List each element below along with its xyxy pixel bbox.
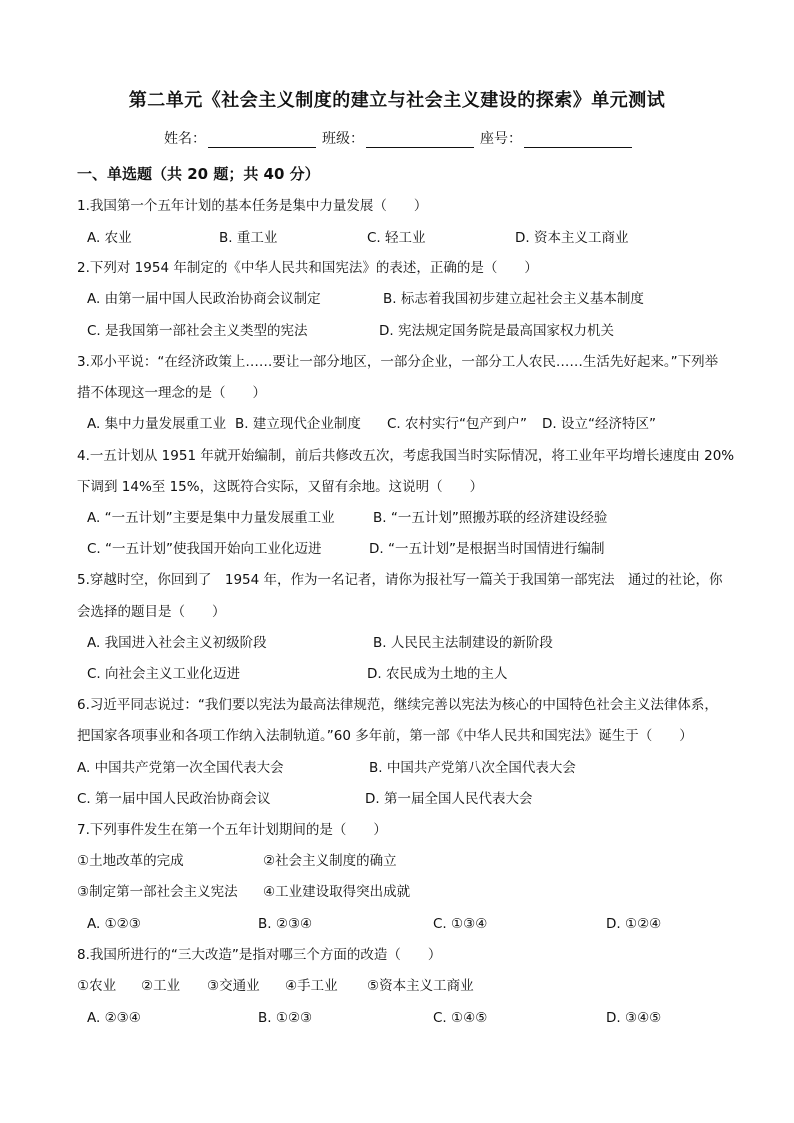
option-d[interactable]: D. 农民成为土地的主人 <box>367 666 508 682</box>
option-d[interactable]: D. 第一届全国人民代表大会 <box>365 791 533 807</box>
option-c[interactable]: C. ①③④ <box>433 916 488 932</box>
option-d[interactable]: D. 资本主义工商业 <box>515 230 629 246</box>
question-7-text: 7.下列事件发生在第一个五年计划期间的是（ ） <box>77 822 387 838</box>
option-a[interactable]: A. ①②③ <box>87 916 141 932</box>
list-item: ③制定第一部社会主义宪法 <box>77 884 238 900</box>
option-a[interactable]: A. 中国共产党第一次全国代表大会 <box>77 760 284 776</box>
option-c[interactable]: C. 第一届中国人民政治协商会议 <box>77 791 271 807</box>
list-item: ②工业 <box>141 978 181 994</box>
option-c[interactable]: C. “一五计划”使我国开始向工业化迈进 <box>87 541 322 557</box>
option-d[interactable]: D. 宪法规定国务院是最高国家权力机关 <box>379 323 614 339</box>
seat-label: 座号： <box>480 131 522 147</box>
student-info <box>0 128 794 148</box>
name-field <box>164 128 318 148</box>
list-item: ②社会主义制度的确立 <box>263 853 397 869</box>
question-8-text: 8.我国所进行的“三大改造”是指对哪三个方面的改造（ ） <box>77 947 442 963</box>
option-c[interactable]: C. ①④⑤ <box>433 1010 488 1026</box>
class-field <box>322 128 476 148</box>
option-b[interactable]: B. ②③④ <box>258 916 313 932</box>
option-b[interactable]: B. 标志着我国初步建立起社会主义基本制度 <box>383 291 644 307</box>
question-6-text-line1: 6.习近平同志说过：“我们要以宪法为最高法律规范，继续完善以宪法为核心的中国特色社会主义法律体系， <box>77 697 718 713</box>
seat-field <box>480 128 634 148</box>
question-2-text: 2.下列对 1954 年制定的《中华人民共和国宪法》的表述，正确的是（ ） <box>77 260 538 276</box>
name-label: 姓名： <box>164 131 206 147</box>
option-a[interactable]: A. 我国进入社会主义初级阶段 <box>87 635 267 651</box>
question-4-text-line2: 下调到 14%至 15%，这既符合实际，又留有余地。这说明（ ） <box>77 479 484 495</box>
option-c[interactable]: C. 农村实行“包产到户” <box>387 416 527 432</box>
option-b[interactable]: B. 重工业 <box>219 230 278 246</box>
option-a[interactable]: A. 农业 <box>87 230 132 246</box>
name-blank[interactable] <box>208 131 316 148</box>
option-b[interactable]: B. 中国共产党第八次全国代表大会 <box>369 760 576 776</box>
list-item: ④工业建设取得突出成就 <box>263 884 411 900</box>
option-c[interactable]: C. 轻工业 <box>367 230 426 246</box>
list-item: ①农业 <box>77 978 117 994</box>
seat-blank[interactable] <box>524 131 632 148</box>
option-d[interactable]: D. ①②④ <box>606 916 662 932</box>
list-item: ④手工业 <box>285 978 338 994</box>
question-1-text: 1.我国第一个五年计划的基本任务是集中力量发展（ ） <box>77 198 428 214</box>
class-label: 班级： <box>322 131 364 147</box>
option-b[interactable]: B. 人民民主法制建设的新阶段 <box>373 635 553 651</box>
option-d[interactable]: D. ③④⑤ <box>606 1010 662 1026</box>
option-b[interactable]: B. “一五计划”照搬苏联的经济建设经验 <box>373 510 608 526</box>
list-item: ⑤资本主义工商业 <box>367 978 474 994</box>
question-5-text-line2: 会选择的题目是（ ） <box>77 604 226 620</box>
question-3-text-line2: 措不体现这一理念的是（ ） <box>77 385 266 401</box>
question-5-text-line1: 5.穿越时空，你回到了 1954 年，作为一名记者，请你为报社写一篇关于我国第一部宪法 通过的社论，你 <box>77 572 723 588</box>
option-c[interactable]: C. 向社会主义工业化迈进 <box>87 666 241 682</box>
option-b[interactable]: B. 建立现代企业制度 <box>235 416 361 432</box>
option-a[interactable]: A. “一五计划”主要是集中力量发展重工业 <box>87 510 335 526</box>
question-6-text-line2: 把国家各项事业和各项工作纳入法制轨道。”60 多年前，第一部《中华人民共和国宪法》诞生于（ ） <box>77 728 693 744</box>
option-d[interactable]: D. 设立“经济特区” <box>542 416 656 432</box>
class-blank[interactable] <box>366 131 474 148</box>
question-4-text-line1: 4.一五计划从 1951 年就开始编制，前后共修改五次，考虑我国当时实际情况，将工业年平均增长速度由 20% <box>77 448 735 464</box>
option-a[interactable]: A. ②③④ <box>87 1010 141 1026</box>
page-title: 第二单元《社会主义制度的建立与社会主义建设的探索》单元测试 <box>128 90 666 111</box>
option-b[interactable]: B. ①②③ <box>258 1010 313 1026</box>
list-item: ①土地改革的完成 <box>77 853 184 869</box>
section-heading: 一、单选题（共 20 题；共 40 分） <box>77 165 320 183</box>
option-c[interactable]: C. 是我国第一部社会主义类型的宪法 <box>87 323 308 339</box>
option-a[interactable]: A. 由第一届中国人民政治协商会议制定 <box>87 291 321 307</box>
option-d[interactable]: D. “一五计划”是根据当时国情进行编制 <box>369 541 605 557</box>
option-a[interactable]: A. 集中力量发展重工业 <box>87 416 227 432</box>
question-3-text-line1: 3.邓小平说：“在经济政策上……要让一部分地区，一部分企业，一部分工人农民……生活先好起来。”下列举 <box>77 354 719 370</box>
list-item: ③交通业 <box>207 978 260 994</box>
